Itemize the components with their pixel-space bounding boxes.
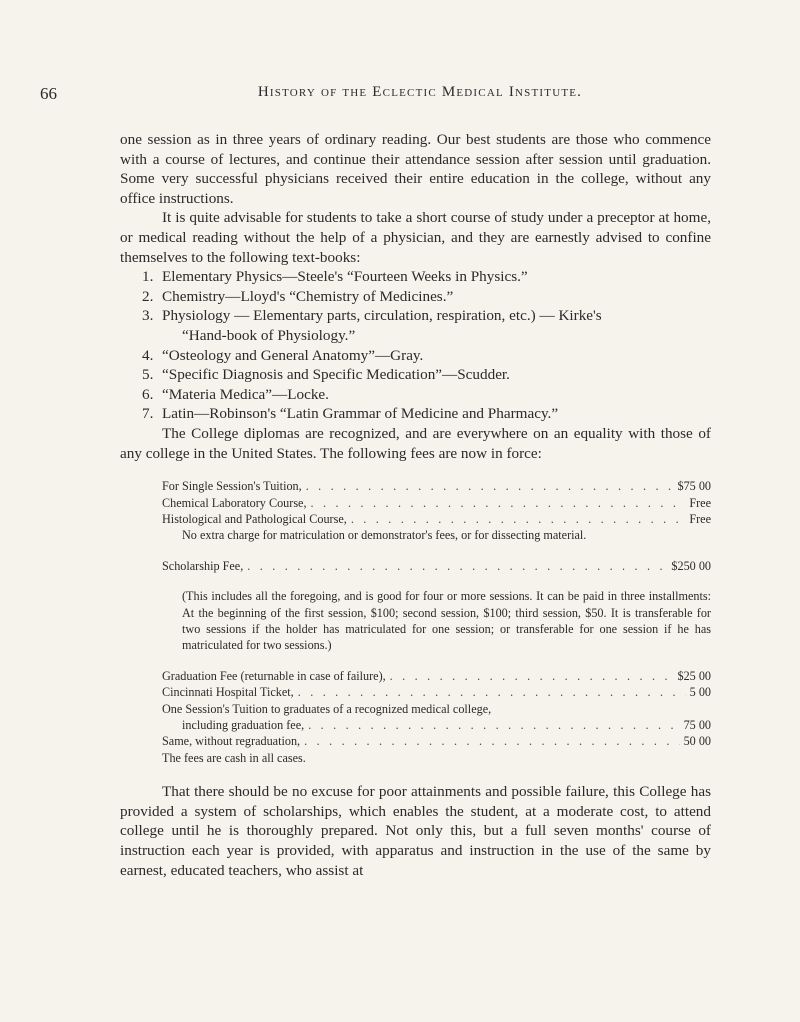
fee-row: Cincinnati Hospital Ticket, . . . 5 00 bbox=[162, 684, 711, 700]
paragraph-preceptor: It is quite advisable for students to take a short course of study under a preceptor at home, or medical reading without the help of a physician, and they are earnestly advised to confine themselves to the following text-books: bbox=[120, 209, 711, 266]
fee-note: (This includes all the foregoing, and is good for four or more sessions. It can be paid in three installments: At the beginning of the first session, $100; second session, $100; third session, $50. It is transferable for two sessions if the holder has matriculated for one session; or transferable for one session if he has matriculated for two sessions.) bbox=[182, 589, 711, 653]
page-number: 66 bbox=[40, 84, 57, 103]
list-item: 2. Chemistry—Lloyd's “Chemistry of Medicines.” bbox=[142, 287, 454, 305]
fee-row: Same, without regraduation, . . . 50 00 bbox=[162, 733, 711, 749]
fee-row: For Single Session's Tuition, . . . $75 00 bbox=[162, 478, 711, 494]
fee-label-line: One Session's Tuition to graduates of a recognized medical college, bbox=[162, 701, 492, 716]
fee-row: Graduation Fee (returnable in case of failure), . . . $25 00 bbox=[162, 668, 711, 684]
list-item: 3. Physiology — Elementary parts, circulation, respiration, etc.) — Kirke's “Hand-book of Physiology.” bbox=[142, 307, 602, 344]
list-item: 4. “Osteology and General Anatomy”—Gray. bbox=[142, 346, 424, 364]
fee-row: including graduation fee, . . . 75 00 bbox=[162, 717, 711, 733]
page-body bbox=[120, 130, 711, 880]
fee-row: Scholarship Fee, . . . $250 00 bbox=[162, 558, 711, 574]
page-header bbox=[40, 84, 760, 108]
fee-note: No extra charge for matriculation or demonstrator's fees, or for dissecting material. bbox=[182, 528, 587, 543]
paragraph-scholarships: That there should be no excuse for poor attainments and possible failure, this College has provided a system of scholarships, which enables the student, at a moderate cost, to attend college until he is thoroughly prepared. Not only this, but a full seven months' course of instruction each year is provided, with apparatus and instruction in the use of the same by earnest, educated teachers, who assist at bbox=[120, 783, 711, 879]
list-item: 5. “Specific Diagnosis and Specific Medication”—Scudder. bbox=[142, 366, 510, 384]
paragraph-diplomas: The College diplomas are recognized, and are everywhere on an equality with those of any college in the United States. The following fees are now in force: bbox=[120, 424, 711, 462]
fee-schedule bbox=[120, 478, 711, 766]
list-item: 7. Latin—Robinson's “Latin Grammar of Medicine and Pharmacy.” bbox=[142, 405, 559, 423]
fee-row: Chemical Laboratory Course, . . . Free bbox=[162, 495, 711, 511]
fee-row: Histological and Pathological Course, . . . Free bbox=[162, 511, 711, 527]
textbook-list bbox=[120, 267, 711, 424]
paragraph-continuation: one session as in three years of ordinary reading. Our best students are those who commence with a course of lectures, and continue their attendance session after session until graduation. Some very successful physicians received their entire education in the college, without any office instructions. bbox=[120, 131, 711, 207]
fee-note: The fees are cash in all cases. bbox=[162, 750, 306, 765]
running-head: History of the Eclectic Medical Institute. bbox=[257, 84, 583, 100]
list-item: 1. Elementary Physics—Steele's “Fourteen Weeks in Physics.” bbox=[142, 268, 528, 286]
list-item: 6. “Materia Medica”—Locke. bbox=[142, 385, 329, 403]
